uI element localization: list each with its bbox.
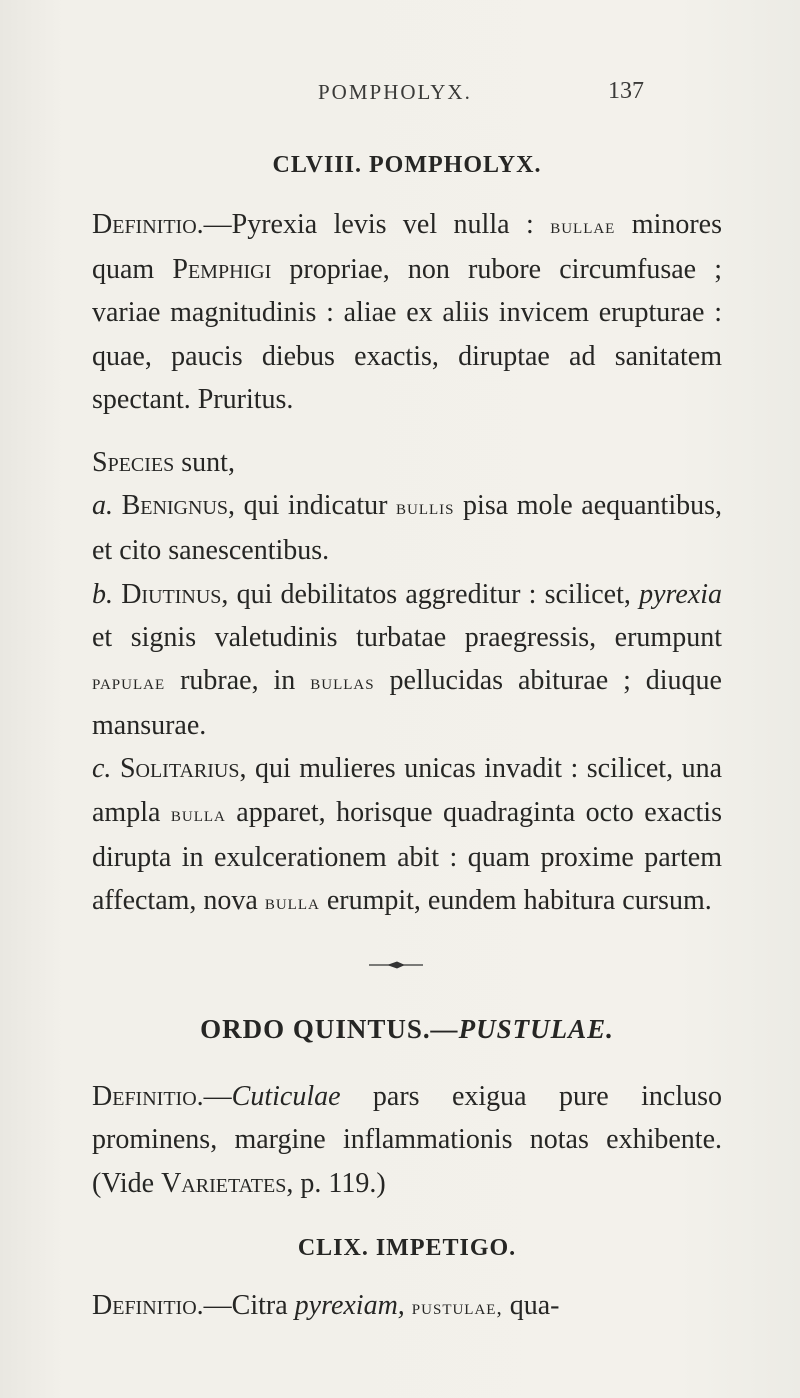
text-block bbox=[92, 152, 722, 1329]
order-heading bbox=[92, 1014, 722, 1045]
running-head bbox=[0, 80, 800, 120]
term-pustulae: pustulae, bbox=[411, 1294, 503, 1319]
italic-cuticulae: Cuticulae bbox=[231, 1081, 341, 1113]
definitio-text: —Pyrexia levis vel nulla : bbox=[203, 209, 551, 240]
italic-pyrexiam: pyrexiam, bbox=[294, 1289, 405, 1321]
definitio-text: propriae, non rubore circumfusae ; variae magnitudinis : aliae ex aliis invicem erupturae : quae, paucis diebus exactis, diruptae ad sanitatem spectant. Pruritus. bbox=[92, 254, 723, 415]
species-a-paragraph bbox=[92, 484, 722, 572]
definitio-text: p. 119.) bbox=[293, 1167, 386, 1199]
definitio-text: — bbox=[203, 1081, 232, 1113]
definitio-label: Definitio. bbox=[92, 209, 204, 240]
species-name: Benignus, bbox=[121, 490, 236, 522]
term-bulla: bulla bbox=[264, 890, 320, 915]
order-heading-main: ORDO QUINTUS. bbox=[200, 1014, 431, 1045]
definitio-paragraph-impetigo bbox=[92, 1284, 722, 1329]
running-title: POMPHOLYX. bbox=[318, 80, 472, 104]
section-heading-impetigo: CLIX. IMPETIGO. bbox=[297, 1234, 517, 1261]
divider-ornament-icon bbox=[369, 960, 423, 970]
term-papulae: papulae bbox=[92, 670, 166, 695]
definitio-text: pars exigua pure incluso prominens, margine inflammationis notas exhibente. (Vide bbox=[92, 1081, 722, 1199]
order-heading-pustulae: —PUSTULAE. bbox=[430, 1014, 614, 1045]
definitio-label: Definitio. bbox=[92, 1289, 204, 1321]
term-varietates: Varietates, bbox=[161, 1167, 294, 1199]
term-bullas: bullas bbox=[310, 670, 375, 695]
species-b-paragraph bbox=[92, 573, 722, 748]
definitio-text bbox=[405, 1290, 412, 1321]
species-text: rubrae, in bbox=[165, 665, 311, 697]
definitio-label: Definitio. bbox=[92, 1081, 204, 1113]
term-bullae: bullae bbox=[550, 214, 616, 238]
section-divider bbox=[92, 934, 722, 990]
species-letter: c. bbox=[92, 753, 112, 785]
species-text: qui indicatur bbox=[235, 490, 396, 522]
species-intro-text: sunt, bbox=[174, 447, 235, 479]
species-text: erumpit, eundem habitura cursum. bbox=[319, 885, 712, 917]
section-heading-pompholyx: CLVIII. POMPHOLYX. bbox=[272, 152, 542, 178]
term-bulla: bulla bbox=[170, 801, 226, 826]
species-name: Solitarius, bbox=[119, 753, 247, 785]
species-c-paragraph bbox=[92, 747, 722, 924]
species-text: apparet, horisque quadraginta octo exactis dirupta in exulcerationem abit : quam proxime partem affectam, nova bbox=[92, 796, 722, 917]
species-text: qui debilitatos aggreditur : scilicet, bbox=[228, 578, 640, 610]
species-letter: b. bbox=[92, 578, 113, 610]
definitio-text: minores quam bbox=[92, 209, 722, 286]
species-name: Diutinus, bbox=[121, 578, 229, 610]
species-letter: a. bbox=[92, 490, 113, 522]
species-text: et signis valetudinis turbatae praegressis, erumpunt bbox=[92, 621, 722, 653]
species-text: qui mulieres unicas invadit : scilicet, una ampla bbox=[92, 753, 723, 828]
species-label: Species bbox=[92, 447, 175, 479]
italic-pyrexia: pyrexia bbox=[639, 578, 722, 610]
species-text: pisa mole aequantibus, et cito sanescentibus. bbox=[92, 490, 723, 567]
definitio-paragraph-pustulae bbox=[92, 1075, 722, 1205]
page-number: 137 bbox=[608, 78, 644, 104]
species-text: pellucidas abiturae ; diuque mansurae. bbox=[92, 665, 722, 742]
definitio-paragraph-pompholyx bbox=[92, 203, 722, 421]
species-intro bbox=[92, 441, 722, 484]
term-bullis: bullis bbox=[396, 495, 455, 520]
definitio-text: qua- bbox=[502, 1289, 560, 1321]
term-pemphigi: Pemphigi bbox=[172, 254, 272, 286]
definitio-text: —Citra bbox=[203, 1289, 295, 1321]
